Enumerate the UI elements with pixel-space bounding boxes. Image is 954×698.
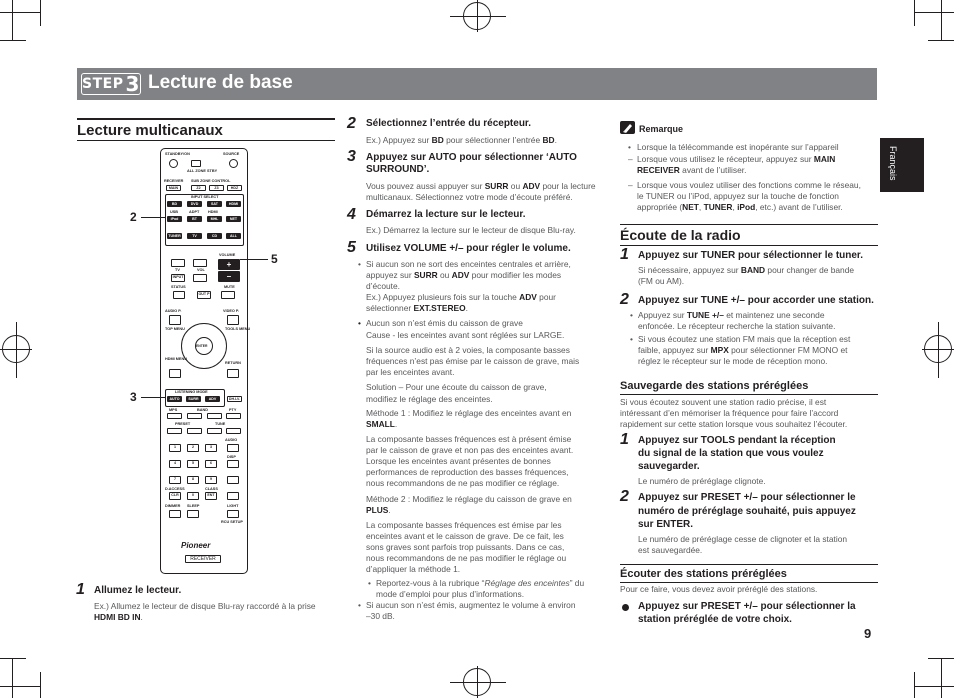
remote-label-hdmi-menu: HDMI MENU xyxy=(165,357,187,361)
remote-label-return: RETURN xyxy=(225,361,241,365)
step-4-number: 4 xyxy=(347,206,356,223)
remark-dash: – xyxy=(628,154,633,164)
return-button xyxy=(227,369,239,378)
bullet-dot: • xyxy=(630,334,633,344)
z3-button: Z3 xyxy=(209,185,224,191)
section-rule xyxy=(620,394,878,395)
paragraph-3-line2: enceintes avant et le caisson de grave. De ce fait, les xyxy=(366,531,564,541)
remote-label-status: STATUS xyxy=(171,285,186,289)
save-step-2-number: 2 xyxy=(620,488,629,505)
paragraph-3-line1: La composante basses fréquences est émise par les xyxy=(366,520,562,530)
radio-step-2-title: Appuyez sur TUNE +/– pour accorder une station. xyxy=(638,295,874,306)
step-5-bullet-2-title: Aucun son n’est émis du caisson de grave xyxy=(366,318,523,328)
tune-up-button xyxy=(226,428,241,434)
remote-label-usb: USB xyxy=(170,210,179,214)
paragraph-1-line3: par les enceintes avant. xyxy=(366,367,455,377)
save-step-2-body-line1: Le numéro de préréglage cesse de clignoter et la station xyxy=(638,534,848,544)
volume-down-button: – xyxy=(218,271,240,282)
video-p-button xyxy=(227,315,239,325)
header-band xyxy=(77,68,877,100)
step-3-body-line2: multicanaux. Sélectionnez votre mode d’écoute préféré. xyxy=(366,192,573,202)
step-number: 3 xyxy=(125,72,140,96)
paragraph-2-line1: La composante basses fréquences est à présent émise xyxy=(366,434,572,444)
remote-label-standby: STANDBY/ON xyxy=(165,152,190,156)
remote-label-class: CLASS xyxy=(205,487,218,491)
bullet-dot-icon xyxy=(622,604,629,611)
net-button: NET xyxy=(226,216,241,222)
digit-2-button: 2 xyxy=(187,444,199,452)
save-step-1-title-line3: sauvegarder. xyxy=(638,461,700,472)
z2-button: Z2 xyxy=(191,185,206,191)
remote-label-disp: DISP xyxy=(227,455,236,459)
callout-line-5 xyxy=(240,259,268,260)
bullet-dot: • xyxy=(368,578,371,588)
method-2-line1: Méthode 2 : Modifiez le réglage du caisson de grave en xyxy=(366,494,572,504)
radio-step-1-number: 1 xyxy=(620,246,629,263)
step-5-bullet-1-line3: d’écoute. xyxy=(366,281,400,291)
step-3-body-line1: Vous pouvez aussi appuyer sur SURR ou ADV pour la lecture xyxy=(366,181,596,191)
digit-3-button: 3 xyxy=(205,444,217,452)
remote-label-video-p: VIDEO P. xyxy=(223,309,239,313)
digit-7-button: 7 xyxy=(169,476,181,484)
remote-indicator xyxy=(191,160,201,167)
step-4-body: Ex.) Démarrez la lecture sur le lecteur de disque Blu-ray. xyxy=(366,225,576,235)
save-presets-intro-line3: rapidement sur cette station lorsque vous souhaitez l’écouter. xyxy=(620,419,848,429)
status-button xyxy=(173,291,185,299)
step-5-bullet-1-line2: appuyez sur SURR ou ADV pour modifier les modes xyxy=(366,270,562,280)
save-presets-intro-line2: intéressant d’en mémoriser la fréquence pour faire l’accord xyxy=(620,408,839,418)
section-rule-bottom xyxy=(77,140,335,141)
page-title: Lecture de base xyxy=(148,72,293,93)
radio-step-1-title: Appuyez sur TUNER pour sélectionner le tuner. xyxy=(638,250,864,261)
disp-button xyxy=(227,460,239,468)
tv-vol-up-button xyxy=(193,259,207,267)
volume-up-button: + xyxy=(218,259,240,270)
remote-label-listening-mode: LISTENING MODE xyxy=(175,390,208,394)
bullet-dot: • xyxy=(628,142,631,152)
paragraph-2-line4: performances de reproduction des basses fréquences, xyxy=(366,467,569,477)
radio-step-1-body-line2: (FM ou AM). xyxy=(638,276,685,286)
bullet-dot: • xyxy=(358,259,361,269)
remote-label-sleep: SLEEP xyxy=(187,504,200,508)
audio-p-button xyxy=(169,315,181,325)
remote-label-light: LIGHT xyxy=(227,504,239,508)
step-2-title: Sélectionnez l’entrée du récepteur. xyxy=(366,118,532,129)
section-title-radio: Écoute de la radio xyxy=(620,227,741,243)
standby-button xyxy=(169,159,178,168)
language-tab-label: Français xyxy=(888,146,898,181)
tuner-button: TUNER xyxy=(168,234,181,238)
step-1-title: Allumez le lecteur. xyxy=(94,585,182,596)
step-5-bullet-2-cause: Cause - les enceintes avant sont réglées sur LARGE. xyxy=(366,330,565,340)
remote-label-dimmer: DIMMER xyxy=(165,504,181,508)
tv-button: TV xyxy=(187,233,202,239)
callout-line-2 xyxy=(141,217,165,218)
section-rule xyxy=(620,564,878,565)
auto-button: AUTO xyxy=(167,396,182,402)
remark-line5: le TUNER ou l’iPod, appuyez sur la touche de fonction xyxy=(637,191,839,201)
step-2-number: 2 xyxy=(347,115,356,132)
sat-button: SAT xyxy=(207,201,222,207)
remark-line1: Lorsque la télécommande est inopérante sur l’appareil xyxy=(637,142,839,152)
remote-label-sub-zone: SUB ZONE CONTROL xyxy=(191,179,231,183)
method-2-line2: PLUS. xyxy=(366,505,391,515)
all-button: ALL xyxy=(226,233,241,239)
remote-label-enter: ENTER xyxy=(196,344,208,348)
remote-control-illustration xyxy=(160,148,251,574)
step-5-bullet-3-line1: Si aucun son n’est émis, augmentez le volume à environ xyxy=(366,600,576,610)
mute-button xyxy=(221,291,235,299)
remote-label-rcu-setup: RCU SETUP xyxy=(221,520,243,524)
digit-0-button: 0 xyxy=(187,492,199,500)
remote-label-adpt: ADPT xyxy=(189,210,200,214)
save-step-1-title-line2: du signal de la station que vous voulez xyxy=(638,448,824,459)
save-step-2-title-line2: numéro de préréglage souhaité, puis appuyez xyxy=(638,506,856,517)
section-title-multichannel: Lecture multicanaux xyxy=(77,122,223,139)
remote-label-audio: AUDIO xyxy=(225,438,238,442)
remark-line3: RECEIVER avant de l’utiliser. xyxy=(637,165,747,175)
light-button xyxy=(227,510,239,518)
step-5-bullet-3-line2: –30 dB. xyxy=(366,611,395,621)
step-word: STEP xyxy=(82,76,124,92)
remark-line4: Lorsque vous voulez utiliser des fonctions comme le réseau, xyxy=(637,180,861,190)
remark-title: Remarque xyxy=(639,124,684,134)
receiver-badge: RECEIVER xyxy=(185,555,221,563)
save-step-2-title-line3: sur ENTER. xyxy=(638,519,694,530)
digit-1-button: 1 xyxy=(169,444,181,452)
digit-6-button: 6 xyxy=(205,460,217,468)
digit-4-button: 4 xyxy=(169,460,181,468)
step-2-body: Ex.) Appuyez sur BD pour sélectionner l’entrée BD. xyxy=(366,135,557,145)
mhl-button: MHL xyxy=(207,216,222,222)
pty-button xyxy=(226,413,241,419)
preset-down-button xyxy=(167,428,182,434)
tv-channel-button xyxy=(171,259,185,267)
hdmi-button: HDMI xyxy=(226,201,241,207)
dhlv-button: DH.LV. xyxy=(228,397,241,401)
remote-label-mps: MPS xyxy=(169,408,178,412)
remote-label-volume: VOLUME xyxy=(219,253,236,257)
main-button: MAIN xyxy=(166,185,181,191)
dvd-button: DVD xyxy=(187,201,202,207)
cd-button: CD xyxy=(207,233,222,239)
remote-label-preset: PRESET xyxy=(175,422,191,426)
listen-step-title-line2: station préréglée de votre choix. xyxy=(638,614,792,625)
out-p-button: OUT P xyxy=(197,291,211,299)
preset-up-button xyxy=(187,428,202,434)
surr-button: SURR xyxy=(186,396,201,402)
clr-button: CLR xyxy=(169,492,181,500)
method-1-line2: SMALL. xyxy=(366,419,398,429)
step-3-title-line2: SURROUND’. xyxy=(366,164,430,175)
bullet-dot: • xyxy=(358,318,361,328)
remote-label-top-menu: TOP MENU xyxy=(165,327,185,331)
remark-line6: appropriée (NET, TUNER, iPod, etc.) avant de l’utiliser. xyxy=(637,202,843,212)
digit-9-button: 9 xyxy=(205,476,217,484)
paragraph-2-line3: Lorsque les enceintes avant présentes de bonnes xyxy=(366,456,551,466)
d-plus-button xyxy=(227,492,239,500)
hdz-button: HDZ xyxy=(227,185,242,191)
section-rule-top xyxy=(77,118,335,120)
step-4-title: Démarrez la lecture sur le lecteur. xyxy=(366,209,526,220)
radio-step-2-bullet-2-line3: réglez le récepteur sur le mode de réception mono. xyxy=(638,356,828,366)
bd-button: BD xyxy=(167,201,182,207)
paragraph-1-line1: Si la source audio est à 2 voies, la composante basses xyxy=(366,345,570,355)
callout-3: 3 xyxy=(130,390,137,404)
step-3-title-line1: Appuyez sur AUTO pour sélectionner ‘AUTO xyxy=(366,152,577,163)
paragraph-2-line2: par le caisson de grave et non pas des enceintes avant. xyxy=(366,445,574,455)
section-rule xyxy=(620,582,878,583)
paragraph-3-line4: nous recommandons de ne pas modifier le réglage ou xyxy=(366,553,567,563)
remote-label-hdmi2: HDMI xyxy=(208,210,218,214)
adv-button: ADV xyxy=(205,396,220,402)
remote-label-tools: TOOLS MENU xyxy=(225,327,251,331)
tv-vol-down-button xyxy=(193,274,207,282)
callout-5: 5 xyxy=(271,252,278,266)
radio-step-2-bullet-2-line1: Si vous écoutez une station FM mais que la réception est xyxy=(638,334,851,344)
ent-button: ENT xyxy=(205,492,217,500)
remote-label-d-access: D.ACCESS xyxy=(165,487,185,491)
section-title-save-presets: Sauvegarde des stations préréglées xyxy=(620,380,809,392)
remote-label-audio-p: AUDIO P. xyxy=(165,309,182,313)
listen-step-title-line1: Appuyez sur PRESET +/– pour sélectionner la xyxy=(638,601,856,612)
remote-label-mute: MUTE xyxy=(224,285,235,289)
source-button xyxy=(229,159,238,168)
step-1-body: Ex.) Allumez le lecteur de disque Blu-ray raccordé à la prise HDMI BD IN. xyxy=(94,601,316,623)
band-button-2 xyxy=(207,413,222,419)
remark-line2: Lorsque vous utilisez le récepteur, appuyez sur MAIN xyxy=(637,154,836,164)
note-icon xyxy=(620,121,635,134)
save-presets-intro-line1: Si vous écoutez souvent une station radio précise, il est xyxy=(620,397,827,407)
step-1-number: 1 xyxy=(76,581,85,598)
remote-label-all-zone: ALL ZONE STBY xyxy=(187,169,218,173)
step-3-number: 3 xyxy=(347,148,356,165)
callout-2: 2 xyxy=(130,210,137,224)
radio-step-2-number: 2 xyxy=(620,291,629,308)
listen-presets-intro: Pour ce faire, vous devez avoir préréglé des stations. xyxy=(620,584,818,594)
step-badge xyxy=(81,73,141,95)
step-5-bullet-1-line4: Ex.) Appuyez plusieurs fois sur la touche ADV pour xyxy=(366,292,556,302)
save-step-2-title-line1: Appuyez sur PRESET +/– pour sélectionner le xyxy=(638,492,856,503)
sleep-button xyxy=(187,510,199,518)
paragraph-3-line5: d’appliquer la méthode 1. xyxy=(366,564,461,574)
remote-label-source: SOURCE xyxy=(223,152,240,156)
language-tab xyxy=(880,138,924,192)
radio-step-2-bullet-1-line2: enfoncée. Le récepteur recherche la station suivante. xyxy=(638,321,836,331)
step-5-title: Utilisez VOLUME +/– pour régler le volume. xyxy=(366,243,571,254)
paragraph-3-line3: sons graves sont parfois trop puissants. Dans ce cas, xyxy=(366,542,565,552)
section-rule xyxy=(620,245,878,246)
band-button-1 xyxy=(187,413,202,419)
input-button: INPUT xyxy=(171,274,185,282)
page-number: 9 xyxy=(864,626,872,641)
paragraph-2-line5: nous recommandons de ne pas modifier ce réglage. xyxy=(366,478,560,488)
paragraph-1-line2: fréquences n’est pas émise par le caisson de grave, mais xyxy=(366,356,580,366)
method-1-line1: Méthode 1 : Modifiez le réglage des enceintes avant en xyxy=(366,408,572,418)
solution-line2: modifiez le réglage des enceintes. xyxy=(366,394,493,404)
radio-step-1-body-line1: Si nécessaire, appuyez sur BAND pour changer de bande xyxy=(638,265,855,275)
save-step-1-body: Le numéro de préréglage clignote. xyxy=(638,476,766,486)
bullet-dot: • xyxy=(358,600,361,610)
radio-step-2-bullet-2-line2: faible, appuyez sur MPX pour sélectionner FM MONO et xyxy=(638,345,848,355)
radio-step-2-bullet-1-line1: Appuyez sur TUNE +/– et maintenez une seconde xyxy=(638,310,825,320)
remote-label-input-select: INPUT SELECT xyxy=(191,195,219,199)
step-5-number: 5 xyxy=(347,239,356,256)
section-title-listen-presets: Écouter des stations préréglées xyxy=(620,568,787,580)
digit-5-button: 5 xyxy=(187,460,199,468)
bullet-dot: • xyxy=(630,310,633,320)
ipod-button: iPod xyxy=(167,216,182,222)
reference-line1: Reportez-vous à la rubrique “Réglage des enceintes” du xyxy=(376,578,585,588)
solution-line1: Solution – Pour une écoute du caisson de grave, xyxy=(366,382,547,392)
step-5-bullet-1-line1: Si aucun son ne sort des enceintes centrales et arrière, xyxy=(366,259,571,269)
remote-label-pty: PTY xyxy=(229,408,237,412)
save-step-1-number: 1 xyxy=(620,431,629,448)
reference-line2: mode d’emploi pour plus d’informations. xyxy=(376,589,525,599)
remark-dash: – xyxy=(628,180,633,190)
remote-label-tune: TUNE xyxy=(215,422,226,426)
callout-line-3 xyxy=(141,397,165,398)
audio-button xyxy=(227,444,239,452)
remote-label-band: BAND xyxy=(197,408,208,412)
section-rule xyxy=(620,224,878,225)
save-step-2-body-line2: est sauvegardée. xyxy=(638,545,703,555)
step-5-bullet-1-line5: sélectionner EXT.STEREO. xyxy=(366,303,468,313)
digit-8-button: 8 xyxy=(187,476,199,484)
tune-down-button xyxy=(207,428,222,434)
mps-button xyxy=(167,413,182,419)
save-step-1-title-line1: Appuyez sur TOOLS pendant la réception xyxy=(638,435,836,446)
bt-button: BT xyxy=(187,216,202,222)
remote-label-vol: VOL xyxy=(197,268,205,272)
dimmer-button xyxy=(169,510,181,518)
remote-label-receiver: RECEIVER xyxy=(164,179,184,183)
hdmi-menu-button xyxy=(169,369,181,378)
dh-button xyxy=(227,476,239,484)
remote-label-tv: TV xyxy=(175,268,180,272)
pioneer-logo: Pioneer xyxy=(181,541,211,550)
